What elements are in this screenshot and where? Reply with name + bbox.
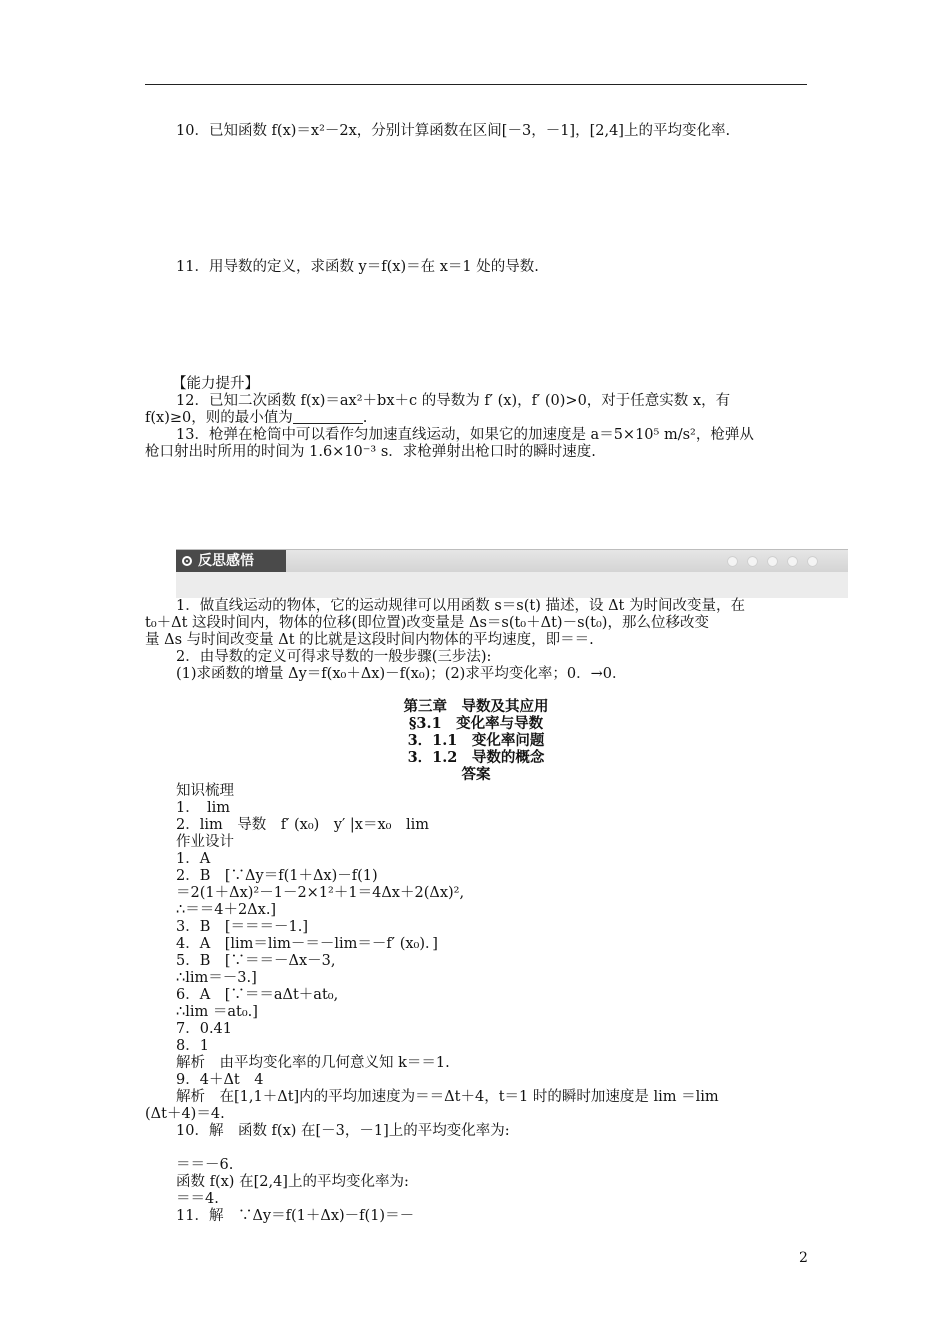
answer-line: 知识梳理 xyxy=(176,783,234,799)
header-rule xyxy=(145,84,807,85)
reflection-line: 1．做直线运动的物体，它的运动规律可以用函数 s＝s(t) 描述，设 Δt 为时间改变量，在 xyxy=(176,598,745,614)
reflection-line: 量 Δs 与时间改变量 Δt 的比就是这段时间内物体的平均速度，即＝＝. xyxy=(145,632,594,648)
answer-line: 解析 在[1,1＋Δt]内的平均加速度为＝＝Δt＋4，t＝1 时的瞬时加速度是 lim ＝lim xyxy=(176,1089,719,1105)
problem-13-line-2: 枪口射出时所用的时间为 1.6×10⁻³ s．求枪弹射出枪口时的瞬时速度. xyxy=(145,444,596,460)
answer-line: 3．B [＝＝＝－1.] xyxy=(176,919,309,935)
answer-line: ∴＝＝4＋2Δx.] xyxy=(176,902,277,918)
answers-heading: 答案 xyxy=(461,766,491,783)
answer-line: 5．B [∵＝＝－Δx－3, xyxy=(176,953,336,969)
subsection-title: 3．1.2 导数的概念 xyxy=(407,749,545,766)
answer-line: 作业设计 xyxy=(176,834,234,850)
answer-line: ＝＝－6. xyxy=(176,1157,234,1173)
subsection-title: 3．1.1 变化率问题 xyxy=(407,732,545,749)
answer-line: ∴lim ＝at₀.] xyxy=(176,1004,258,1020)
reflection-title: 反思感悟 xyxy=(198,553,254,569)
answer-line: 9．4＋Δt 4 xyxy=(176,1072,264,1088)
answer-line: 函数 f(x) 在[2,4]上的平均变化率为: xyxy=(176,1174,409,1190)
chapter-title: 第三章 导数及其应用 xyxy=(403,698,549,715)
answer-line: (Δt＋4)＝4. xyxy=(145,1106,225,1122)
answer-line: ＝＝4. xyxy=(176,1191,219,1207)
decorative-dots xyxy=(718,555,818,571)
answer-line: ＝2(1＋Δx)²－1－2×1²＋1＝4Δx＋2(Δx)², xyxy=(176,885,465,901)
answer-line: 解析 由平均变化率的几何意义知 k＝＝1. xyxy=(176,1055,450,1071)
answer-line: ∴lim＝－3.] xyxy=(176,970,257,986)
answer-line: 7．0.41 xyxy=(176,1021,233,1037)
dot-icon xyxy=(807,556,818,567)
reflection-line: 2．由导数的定义可得求导数的一般步骤(三步法): xyxy=(176,649,492,665)
dot-icon xyxy=(727,556,738,567)
ability-heading: 【能力提升】 xyxy=(172,376,259,392)
answer-line: 11．解 ∵Δy＝f(1＋Δx)－f(1)＝－ xyxy=(176,1208,415,1224)
problem-12-line-1: 12．已知二次函数 f(x)＝ax²＋bx＋c 的导数为 f′ (x)，f′ (0)>0，对于任意实数 x，有 xyxy=(176,393,731,409)
bullet-icon xyxy=(182,556,192,566)
problem-12-end: . xyxy=(362,410,368,426)
problem-13-line-1: 13．枪弹在枪筒中可以看作匀加速直线运动，如果它的加速度是 a＝5×10⁵ m/s²，枪弹从 xyxy=(176,427,754,443)
dot-icon xyxy=(787,556,798,567)
dot-icon xyxy=(767,556,778,567)
answer-line: 8．1 xyxy=(176,1038,209,1054)
reflection-box xyxy=(176,572,848,598)
reflection-banner xyxy=(176,549,848,573)
reflection-label xyxy=(176,550,286,572)
problem-10: 10．已知函数 f(x)＝x²－2x，分别计算函数在区间[－3，－1]，[2,4]上的平均变化率. xyxy=(176,123,731,139)
dot-icon xyxy=(747,556,758,567)
reflection-line: (1)求函数的增量 Δy＝f(x₀＋Δx)－f(x₀)；(2)求平均变化率；0．→0． xyxy=(176,666,627,682)
answer-line: 2．lim 导数 f′ (x₀) y′ |x＝x₀ lim xyxy=(176,817,429,833)
answer-line: 4．A [lim＝lim－＝－lim＝－f′ (x₀)．] xyxy=(176,936,438,952)
answer-line: 10．解 函数 f(x) 在[－3，－1]上的平均变化率为: xyxy=(176,1123,510,1139)
problem-12-line-2 xyxy=(145,410,367,427)
answer-line: 2．B [∵Δy＝f(1＋Δx)－f(1) xyxy=(176,868,378,884)
answer-line: 1．A xyxy=(176,851,211,867)
answer-line: 6．A [∵＝＝aΔt＋at₀, xyxy=(176,987,339,1003)
section-title: §3.1 变化率与导数 xyxy=(408,715,544,732)
reflection-line: t₀＋Δt 这段时间内，物体的位移(即位置)改变量是 Δs＝s(t₀＋Δt)－s(t₀)，那么位移改变 xyxy=(145,615,709,631)
answer-blank xyxy=(293,410,363,424)
page-number: 2 xyxy=(799,1250,808,1266)
answer-line: 1． lim xyxy=(176,800,230,816)
problem-12-text: f(x)≥0，则的最小值为 xyxy=(145,410,293,426)
problem-11: 11．用导数的定义，求函数 y＝f(x)＝在 x＝1 处的导数. xyxy=(176,259,539,275)
